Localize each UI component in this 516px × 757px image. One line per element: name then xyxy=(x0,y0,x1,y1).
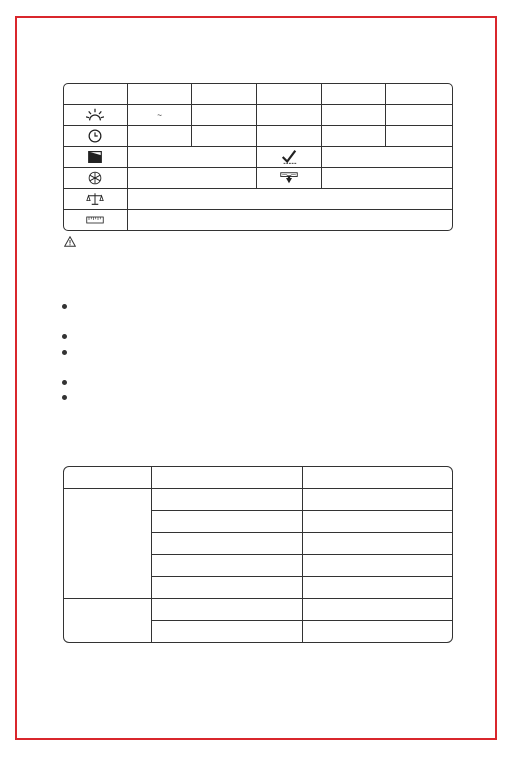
header-cell xyxy=(322,84,387,105)
clock-icon xyxy=(86,128,104,144)
info-group-cell xyxy=(64,599,152,642)
freeze-row xyxy=(64,168,452,189)
pressure-icon xyxy=(86,149,104,165)
temperature-range-cell xyxy=(128,105,193,126)
specifications-table xyxy=(63,83,453,231)
bullet-point xyxy=(62,380,67,385)
bullet-point xyxy=(62,395,67,400)
checkmark-icon xyxy=(280,149,298,165)
warning-icon xyxy=(64,236,76,247)
dimension-row xyxy=(64,210,452,230)
info-row xyxy=(64,599,452,621)
header-cell xyxy=(128,84,193,105)
header-cell xyxy=(386,84,452,105)
scale-icon xyxy=(86,191,104,207)
header-cell xyxy=(192,84,257,105)
bullet-point xyxy=(62,350,67,355)
temperature-row xyxy=(64,105,452,126)
header-cell xyxy=(257,84,322,105)
information-table xyxy=(63,466,453,643)
info-group-cell xyxy=(64,489,152,599)
ruler-icon xyxy=(86,212,104,228)
info-row xyxy=(64,489,452,511)
header-cell xyxy=(64,84,128,105)
bullet-point xyxy=(62,334,67,339)
temperature-separator: ~ xyxy=(157,110,162,120)
time-row xyxy=(64,126,452,147)
pressure-row xyxy=(64,147,452,168)
bullet-point xyxy=(62,304,67,309)
weight-row xyxy=(64,189,452,210)
header-row xyxy=(64,84,452,105)
sun-icon xyxy=(86,107,104,123)
drain-arrow-icon xyxy=(280,170,298,186)
snowflake-icon xyxy=(86,170,104,186)
info-header-row xyxy=(64,467,452,489)
